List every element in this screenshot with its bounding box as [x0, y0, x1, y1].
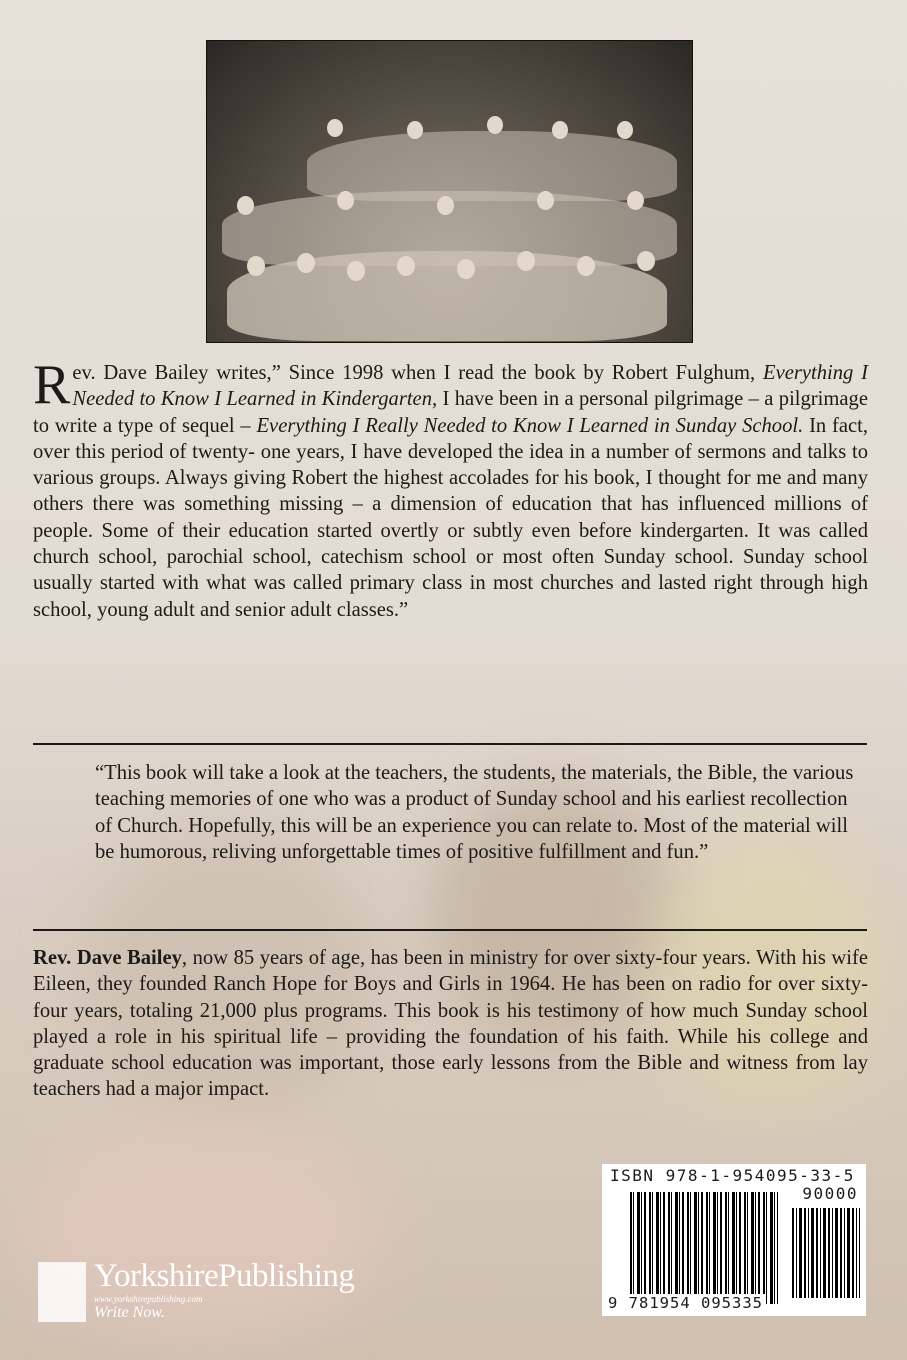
barcode-bars [630, 1192, 778, 1304]
intro-text: In fact, over this period of twenty- one years, I have developed the idea in a number of sermons and talks to various groups. Always giving Robert the highest accolades for his book, I thought for me and many others there was something missing – a dimension of education that has influenced millions of people. Some of their education started overtly or subtly even before kindergarten. It was called church school, parochial school, catechism school or most often Sunday school. Sunday school usually started with what was called primary class in most churches and lasted right through high school, young adult and senior adult classes.” [33, 414, 869, 621]
publisher-logo-icon [38, 1262, 86, 1322]
publisher-url: www.yorkshirepublishing.com [94, 1294, 203, 1304]
ean-number: 9 781954 095335 [608, 1294, 763, 1312]
author-bio [33, 945, 868, 1103]
book-title-sequel: Everything I Really Needed to Know I Learned in Sunday School. [256, 414, 804, 437]
divider [33, 929, 867, 931]
price-code: 90000 [802, 1184, 858, 1203]
drop-cap: R [33, 354, 71, 416]
divider [33, 743, 867, 745]
book-title-fulghum: Everything I Needed to Know I Learned in Kindergarten, [72, 362, 868, 411]
isbn-barcode [602, 1164, 866, 1316]
intro-text: I have been in a personal pilgrimage – a pilgrimage to write a type of sequel – [33, 388, 868, 437]
isbn-text: ISBN 978-1-954095-33-5 [610, 1166, 855, 1185]
publisher-tagline: Write Now. [94, 1304, 165, 1321]
author-name: Rev. Dave Bailey [33, 947, 182, 969]
intro-text: ev. Dave Bailey writes,” Since 1998 when I read the book by Robert Fulghum, [72, 362, 763, 384]
sunday-school-class-photo [206, 40, 693, 343]
book-description-quote: “This book will take a look at the teachers, the students, the materials, the Bible, the various teaching memories of one who was a product of Sunday school and his earliest recollection of Church. Hopefully, this will be an experience you can relate to. Most of the material will be humorous, reliving unforgettable times of positive fulfillment and fun.” [95, 762, 854, 863]
intro-paragraph [33, 354, 869, 623]
price-barcode-bars [792, 1208, 860, 1298]
author-bio-text: , now 85 years of age, has been in ministry for over sixty-four years. With his wife Eileen, they founded Ranch Hope for Boys and Girls in 1964. He has been on radio for over sixty-four years, totaling 21,000 plus programs. This book is his testimony of how much Sunday school played a role in his spiritual life – providing the foundation of his faith. While his college and graduate school education was important, those early lessons from the Bible and witness from lay teachers had a major impact. [33, 947, 869, 1101]
publisher-name: YorkshirePublishing [94, 1258, 355, 1294]
